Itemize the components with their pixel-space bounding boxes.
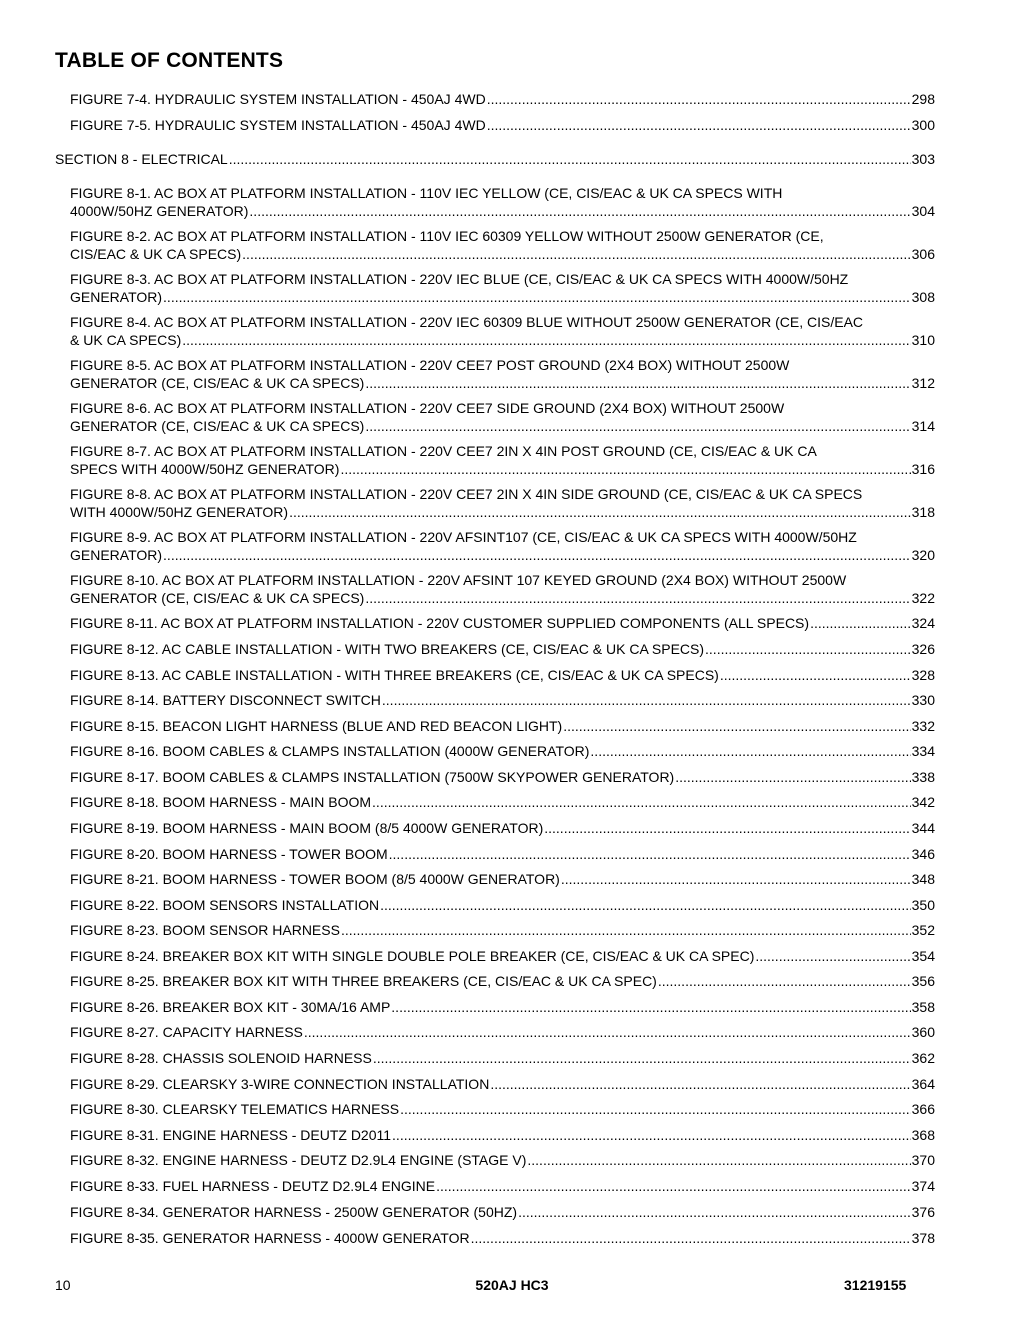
toc-entry-title: FIGURE 8-13. AC CABLE INSTALLATION - WITH THREE BREAKERS (CE, CIS/EAC & UK CA SPECS) (70, 667, 719, 683)
toc-entry-title: FIGURE 8-19. BOOM HARNESS - MAIN BOOM (8/5 4000W GENERATOR) (70, 820, 544, 836)
dot-leader (518, 1204, 911, 1222)
dot-leader (471, 1230, 911, 1248)
dot-leader (563, 718, 910, 736)
toc-entry-page-number: 324 (911, 615, 935, 631)
toc-entry-title: FIGURE 8-29. CLEARSKY 3-WIRE CONNECTION INSTALLATION (70, 1076, 490, 1092)
toc-entry-page-number: 348 (911, 871, 935, 887)
dot-leader (365, 418, 910, 436)
toc-figure-entry[interactable] (70, 271, 935, 306)
toc-figure-entry[interactable] (70, 922, 935, 940)
toc-entry-title: FIGURE 8-21. BOOM HARNESS - TOWER BOOM (8/5 4000W GENERATOR) (70, 871, 560, 887)
toc-entry-title: FIGURE 8-1. AC BOX AT PLATFORM INSTALLATION - 110V IEC YELLOW (CE, CIS/EAC & UK CA SPECS WITH (70, 185, 783, 201)
toc-figure-entry[interactable] (70, 1101, 935, 1119)
dot-leader (720, 667, 911, 685)
toc-figure-entry[interactable] (70, 1230, 935, 1248)
toc-entry-page-number: 376 (911, 1204, 935, 1220)
toc-entry-title: FIGURE 8-7. AC BOX AT PLATFORM INSTALLATION - 220V CEE7 2IN X 4IN POST GROUND (CE, CIS/EAC & UK CA (70, 443, 817, 459)
footer-doc-number: 31219155 (844, 1277, 907, 1293)
toc-entry-page-number: 312 (911, 374, 935, 391)
toc-entry-page-number: 362 (911, 1050, 935, 1066)
toc-figure-entry[interactable] (70, 572, 935, 607)
dot-leader (436, 1178, 911, 1196)
dot-leader (400, 1101, 911, 1119)
toc-entry-title: FIGURE 8-25. BREAKER BOX KIT WITH THREE BREAKERS (CE, CIS/EAC & UK CA SPEC) (70, 973, 657, 989)
dot-leader (163, 547, 911, 565)
toc-figure-entry[interactable] (70, 718, 935, 736)
dot-leader (372, 794, 911, 812)
toc-entry-page-number: 370 (911, 1152, 935, 1168)
toc-entry-page-number: 308 (911, 288, 935, 305)
toc-entry-title: FIGURE 8-27. CAPACITY HARNESS (70, 1024, 303, 1040)
toc-figure-entry[interactable] (70, 117, 935, 135)
toc-entry-page-number: 350 (911, 897, 935, 913)
toc-figure-entry[interactable] (70, 999, 935, 1017)
toc-figure-entry[interactable] (70, 400, 935, 435)
toc-figure-entry[interactable] (70, 314, 935, 349)
toc-entry-page-number: 320 (911, 546, 935, 563)
dot-leader (675, 769, 910, 787)
toc-figure-entry[interactable] (70, 185, 935, 220)
toc-entry-page-number: 314 (911, 417, 935, 434)
toc-entry-title: FIGURE 8-2. AC BOX AT PLATFORM INSTALLATION - 110V IEC 60309 YELLOW WITHOUT 2500W GENERATOR (CE, (70, 228, 824, 244)
toc-entry-title: FIGURE 8-15. BEACON LIGHT HARNESS (BLUE AND RED BEACON LIGHT) (70, 718, 563, 734)
toc-figure-entry[interactable] (70, 973, 935, 991)
toc-entry-title-continued: & UK CA SPECS) (70, 331, 182, 348)
toc-figure-entry[interactable] (70, 1127, 935, 1145)
toc-entry-title: FIGURE 8-3. AC BOX AT PLATFORM INSTALLATION - 220V IEC BLUE (CE, CIS/EAC & UK CA SPECS WITH 4000W/50HZ (70, 271, 849, 287)
toc-figure-entry[interactable] (70, 846, 935, 864)
dot-leader (490, 1076, 910, 1094)
toc-entry-title: FIGURE 8-32. ENGINE HARNESS - DEUTZ D2.9L4 ENGINE (STAGE V) (70, 1152, 527, 1168)
dot-leader (249, 203, 910, 221)
toc-entry-title-continued: 4000W/50HZ GENERATOR) (70, 202, 249, 219)
toc-entry-title: FIGURE 8-5. AC BOX AT PLATFORM INSTALLATION - 220V CEE7 POST GROUND (2X4 BOX) WITHOUT 2500W (70, 357, 790, 373)
toc-entry-page-number: 352 (911, 922, 935, 938)
toc-figure-entry[interactable] (70, 529, 935, 564)
dot-leader (304, 1024, 911, 1042)
toc-entry-title-continued: GENERATOR (CE, CIS/EAC & UK CA SPECS) (70, 417, 365, 434)
dot-leader (365, 375, 910, 393)
dot-leader (341, 922, 911, 940)
toc-entry-page-number: 300 (911, 117, 935, 133)
toc-entry-page-number: 360 (911, 1024, 935, 1040)
dot-leader (340, 461, 910, 479)
toc-entry-page-number: 342 (911, 794, 935, 810)
toc-figure-entry[interactable] (70, 615, 935, 633)
toc-entry-title: FIGURE 8-23. BOOM SENSOR HARNESS (70, 922, 340, 938)
toc-entry-title: FIGURE 8-10. AC BOX AT PLATFORM INSTALLATION - 220V AFSINT 107 KEYED GROUND (2X4 BOX) WITHOUT 2500W (70, 572, 847, 588)
toc-entry-page-number: 356 (911, 973, 935, 989)
toc-figure-entry[interactable] (70, 357, 935, 392)
toc-entry-title: FIGURE 8-16. BOOM CABLES & CLAMPS INSTALLATION (4000W GENERATOR) (70, 743, 590, 759)
dot-leader (242, 246, 910, 264)
toc-entry-title: FIGURE 8-8. AC BOX AT PLATFORM INSTALLATION - 220V CEE7 2IN X 4IN SIDE GROUND (CE, CIS/EAC & UK CA SPECS (70, 486, 863, 502)
toc-figure-entry[interactable] (70, 692, 935, 710)
toc-figure-entry[interactable] (70, 1076, 935, 1094)
dot-leader (373, 1050, 911, 1068)
footer-page-number: 10 (55, 1277, 71, 1293)
toc-figure-entry[interactable] (70, 1204, 935, 1222)
toc-entry-page-number: 368 (911, 1127, 935, 1143)
toc-entry-page-number: 306 (911, 245, 935, 262)
toc-entry-title: FIGURE 8-17. BOOM CABLES & CLAMPS INSTALLATION (7500W SKYPOWER GENERATOR) (70, 769, 675, 785)
dot-leader (487, 117, 911, 135)
toc-figure-entry[interactable] (70, 1178, 935, 1196)
toc-entry-title: FIGURE 8-4. AC BOX AT PLATFORM INSTALLATION - 220V IEC 60309 BLUE WITHOUT 2500W GENERATOR (CE, CIS/EAC (70, 314, 864, 330)
toc-entry-page-number: 338 (911, 769, 935, 785)
toc-entry-page-number: 344 (911, 820, 935, 836)
toc-entry-page-number: 366 (911, 1101, 935, 1117)
toc-entry-title: FIGURE 8-26. BREAKER BOX KIT - 30MA/16 AMP (70, 999, 391, 1015)
toc-entry-title: FIGURE 8-20. BOOM HARNESS - TOWER BOOM (70, 846, 388, 862)
toc-entry-title: FIGURE 8-9. AC BOX AT PLATFORM INSTALLATION - 220V AFSINT107 (CE, CIS/EAC & UK CA SPECS WITH 4000W/50HZ (70, 529, 857, 545)
dot-leader (289, 504, 911, 522)
dot-leader (810, 615, 911, 633)
toc-entry-title-continued: SPECS WITH 4000W/50HZ GENERATOR) (70, 460, 340, 477)
dot-leader (229, 151, 911, 169)
toc-entry-page-number: 354 (911, 948, 935, 964)
toc-figure-entry[interactable] (70, 91, 935, 109)
toc-entry-title: FIGURE 8-22. BOOM SENSORS INSTALLATION (70, 897, 380, 913)
toc-figure-entry[interactable] (70, 769, 935, 787)
toc-entry-page-number: 310 (911, 331, 935, 348)
toc-entry-title: FIGURE 8-11. AC BOX AT PLATFORM INSTALLATION - 220V CUSTOMER SUPPLIED COMPONENTS (ALL SPECS) (70, 615, 810, 631)
footer-model: 520AJ HC3 (475, 1277, 549, 1293)
toc-figure-entry[interactable] (70, 1024, 935, 1042)
toc-entry-title: FIGURE 8-24. BREAKER BOX KIT WITH SINGLE DOUBLE POLE BREAKER (CE, CIS/EAC & UK CA SPEC) (70, 948, 755, 964)
toc-entry-page-number: 304 (911, 202, 935, 219)
dot-leader (163, 289, 911, 307)
toc-section-entry[interactable] (55, 151, 935, 169)
toc-entry-title: FIGURE 8-30. CLEARSKY TELEMATICS HARNESS (70, 1101, 400, 1117)
dot-leader (705, 641, 911, 659)
toc-entry-title-continued: GENERATOR (CE, CIS/EAC & UK CA SPECS) (70, 589, 365, 606)
dot-leader (544, 820, 910, 838)
toc-entry-page-number: 358 (911, 999, 935, 1015)
toc-entry-title: FIGURE 7-4. HYDRAULIC SYSTEM INSTALLATION - 450AJ 4WD (70, 91, 486, 107)
toc-entry-page-number: 318 (911, 503, 935, 520)
toc-figure-entry[interactable] (70, 820, 935, 838)
toc-entry-title: FIGURE 8-28. CHASSIS SOLENOID HARNESS (70, 1050, 372, 1066)
toc-entry-title: FIGURE 8-18. BOOM HARNESS - MAIN BOOM (70, 794, 372, 810)
toc-entry-title: FIGURE 8-34. GENERATOR HARNESS - 2500W GENERATOR (50HZ) (70, 1204, 518, 1220)
toc-figure-entry[interactable] (70, 641, 935, 659)
toc-entry-title-continued: GENERATOR) (70, 546, 163, 563)
toc-entry-title-continued: CIS/EAC & UK CA SPECS) (70, 245, 242, 262)
dot-leader (391, 999, 910, 1017)
toc-entry-title: FIGURE 8-31. ENGINE HARNESS - DEUTZ D2011 (70, 1127, 392, 1143)
dot-leader (658, 973, 911, 991)
dot-leader (392, 1127, 911, 1145)
toc-figure-entry[interactable] (70, 948, 935, 966)
toc-entry-page-number: 334 (911, 743, 935, 759)
toc-figure-entry[interactable] (70, 794, 935, 812)
toc-entry-page-number: 328 (911, 667, 935, 683)
dot-leader (182, 332, 910, 350)
toc-figure-entry[interactable] (70, 1152, 935, 1170)
toc-entry-page-number: 374 (911, 1178, 935, 1194)
toc-entry-title: FIGURE 8-12. AC CABLE INSTALLATION - WITH TWO BREAKERS (CE, CIS/EAC & UK CA SPECS) (70, 641, 705, 657)
toc-entry-page-number: 378 (911, 1230, 935, 1246)
dot-leader (487, 91, 911, 109)
toc-figure-entry[interactable] (70, 228, 935, 263)
toc-figure-entry[interactable] (70, 667, 935, 685)
dot-leader (380, 897, 911, 915)
toc-entry-title: FIGURE 8-33. FUEL HARNESS - DEUTZ D2.9L4 ENGINE (70, 1178, 436, 1194)
toc-figure-entry[interactable] (70, 1050, 935, 1068)
toc-entry-title: SECTION 8 - ELECTRICAL (55, 151, 228, 167)
toc-entry-page-number: 303 (911, 151, 935, 167)
toc-figure-entry[interactable] (70, 743, 935, 761)
toc-entry-title: FIGURE 7-5. HYDRAULIC SYSTEM INSTALLATION - 450AJ 4WD (70, 117, 486, 133)
dot-leader (389, 846, 911, 864)
toc-entry-title-continued: WITH 4000W/50HZ GENERATOR) (70, 503, 289, 520)
dot-leader (590, 743, 910, 761)
toc-entry-title: FIGURE 8-6. AC BOX AT PLATFORM INSTALLATION - 220V CEE7 SIDE GROUND (2X4 BOX) WITHOUT 2500W (70, 400, 785, 416)
dot-leader (382, 692, 911, 710)
dot-leader (527, 1152, 910, 1170)
toc-entry-title: FIGURE 8-14. BATTERY DISCONNECT SWITCH (70, 692, 381, 708)
toc-entry-title: FIGURE 8-35. GENERATOR HARNESS - 4000W GENERATOR (70, 1230, 470, 1246)
toc-figure-entry[interactable] (70, 871, 935, 889)
toc-entry-page-number: 322 (911, 589, 935, 606)
page-title: TABLE OF CONTENTS (55, 49, 284, 72)
toc-entry-page-number: 316 (911, 460, 935, 477)
dot-leader (755, 948, 910, 966)
toc-entry-page-number: 364 (911, 1076, 935, 1092)
toc-figure-entry[interactable] (70, 443, 935, 478)
dot-leader (365, 590, 910, 608)
toc-entry-page-number: 326 (911, 641, 935, 657)
toc-entry-page-number: 346 (911, 846, 935, 862)
toc-entry-page-number: 330 (911, 692, 935, 708)
dot-leader (561, 871, 911, 889)
toc-entry-title-continued: GENERATOR) (70, 288, 163, 305)
toc-entry-title-continued: GENERATOR (CE, CIS/EAC & UK CA SPECS) (70, 374, 365, 391)
toc-entry-page-number: 332 (911, 718, 935, 734)
toc-figure-entry[interactable] (70, 897, 935, 915)
toc-entry-page-number: 298 (911, 91, 935, 107)
toc-figure-entry[interactable] (70, 486, 935, 521)
